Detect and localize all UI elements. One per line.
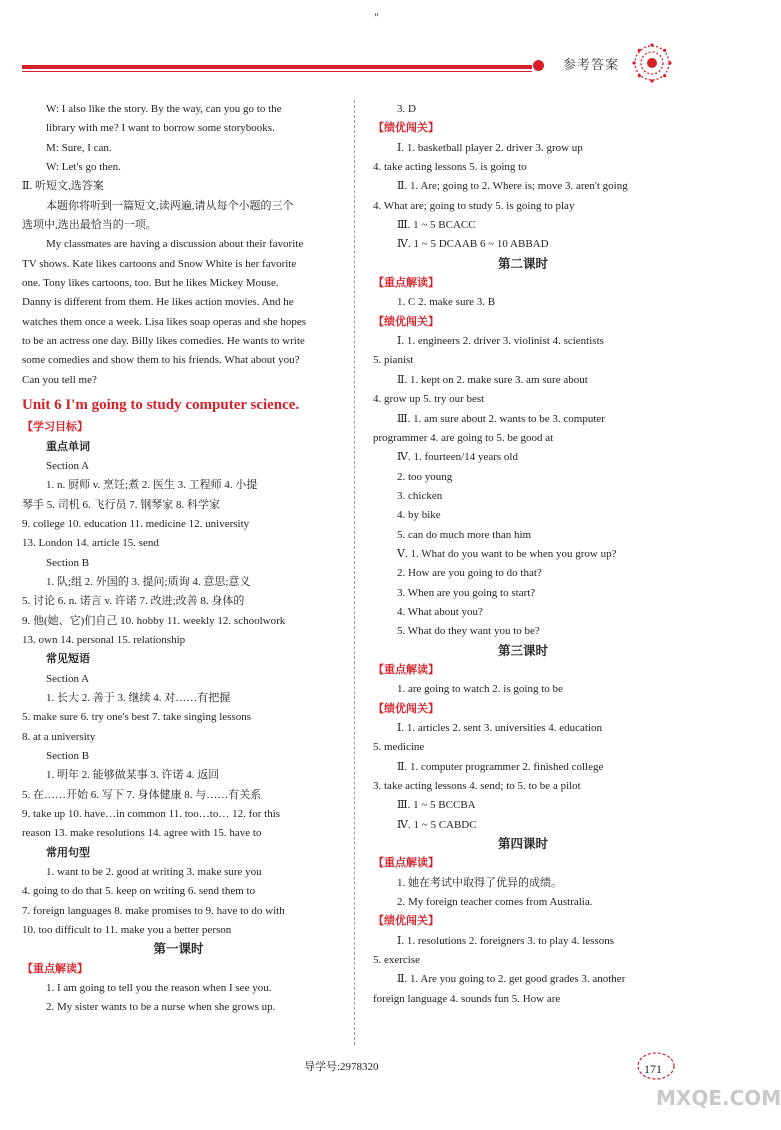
text-line: 1. 她在考试中取得了优异的成绩。 xyxy=(397,876,562,889)
text-line: Ⅲ. 1 ~ 5 BCACC xyxy=(397,219,476,232)
header-rule-thin xyxy=(22,71,532,72)
text-line: Ⅴ. 1. What do you want to be when you grow up? xyxy=(397,547,617,560)
text-line: 5. make sure 6. try one's best 7. take singing lessons xyxy=(22,711,251,724)
subheading: 常见短语 xyxy=(46,653,90,666)
section-tag: 【重点解读】 xyxy=(373,663,439,676)
unit-title: Unit 6 I'm going to study computer science. xyxy=(22,397,300,414)
text-line: 1. 明年 2. 能够做某事 3. 许诺 4. 返回 xyxy=(46,769,220,782)
text-line: 3. take acting lessons 4. send; to 5. to be a pilot xyxy=(373,780,581,793)
text-line: Section B xyxy=(46,750,90,762)
text-line: 1. 队;组 2. 外国的 3. 提问;质询 4. 意思;意义 xyxy=(46,575,251,588)
text-line: M: Sure, I can. xyxy=(46,141,112,154)
text-line: Ⅰ. 1. resolutions 2. foreigners 3. to play 4. lessons xyxy=(397,934,614,947)
header-rule-thick xyxy=(22,65,532,69)
text-line: 7. foreign languages 8. make promises to 9. have to do with xyxy=(22,904,285,917)
text-line: 1. n. 厨师 v. 烹饪;煮 2. 医生 3. 工程师 4. 小提 xyxy=(46,479,258,492)
text-line: 3. chicken xyxy=(397,489,443,502)
text-line: Ⅱ. 1. Are you going to 2. get good grades 3. another xyxy=(397,973,626,986)
guide-number: 导学号:2978320 xyxy=(304,1061,379,1073)
text-line: Ⅰ. 1. basketball player 2. driver 3. grow up xyxy=(397,141,583,154)
text-line: 选项中,选出最恰当的一项。 xyxy=(22,219,157,232)
text-line: 5. exercise xyxy=(373,954,421,967)
text-line: foreign language 4. sounds fun 5. How are xyxy=(373,992,561,1005)
text-line: reason 13. make resolutions 14. agree with 15. have to xyxy=(22,827,262,840)
lesson-heading: 第二课时 xyxy=(497,256,548,271)
text-line: one. Tony likes cartoons, too. But he likes Mickey Mouse. xyxy=(22,277,279,290)
text-line: 4. What are; going to study 5. is going to play xyxy=(373,199,575,212)
text-line: 2. My sister wants to be a nurse when she grows up. xyxy=(46,1001,276,1014)
lesson-heading: 第四课时 xyxy=(497,837,548,852)
left-column xyxy=(22,100,335,1018)
text-line: Ⅳ. 1 ~ 5 CABDC xyxy=(397,818,477,831)
text-line: Danny is different from them. He likes action movies. And he xyxy=(22,296,294,309)
text-line: 9. 他(她、它)们自己 10. hobby 11. weekly 12. schoolwork xyxy=(22,614,286,627)
text-line: Ⅲ. 1. am sure about 2. wants to be 3. computer xyxy=(397,412,605,425)
text-line: Ⅳ. 1. fourteen/14 years old xyxy=(397,451,518,464)
text-line: 4. What about you? xyxy=(397,605,483,618)
text-line: Ⅱ. 听短文,选答案 xyxy=(22,180,104,193)
text-line: library with me? I want to borrow some storybooks. xyxy=(46,122,275,135)
text-line: 5. pianist xyxy=(373,354,414,367)
text-line: Section B xyxy=(46,556,90,569)
section-tag: 【重点解读】 xyxy=(373,857,439,870)
text-line: Ⅰ. 1. articles 2. sent 3. universities 4. education xyxy=(397,722,603,734)
lesson-heading: 第三课时 xyxy=(497,643,548,658)
text-line: TV shows. Kate likes cartoons and Snow White is her favorite xyxy=(22,257,297,270)
text-line: Ⅲ. 1 ~ 5 BCCBA xyxy=(397,799,476,812)
text-line: 1. are going to watch 2. is going to be xyxy=(397,683,563,696)
section-tag: 【绩优闯关】 xyxy=(373,915,439,928)
text-line: 9. take up 10. have…in common 11. too…to… 12. for this xyxy=(22,808,281,821)
section-tag: 【学习目标】 xyxy=(22,421,88,434)
header-title: 参考答案 xyxy=(563,57,620,72)
text-line: 2. My foreign teacher comes from Australia. xyxy=(397,896,593,909)
text-line: W: I also like the story. By the way, can you go to the xyxy=(46,103,282,115)
page-number: 171 xyxy=(644,1062,662,1076)
lesson-heading: 第一课时 xyxy=(153,942,204,957)
text-line: to be an actress one day. Billy likes comedies. He wants to write xyxy=(22,335,305,348)
text-line: 1. I am going to tell you the reason when I see you. xyxy=(46,982,272,995)
top-mark: " xyxy=(374,10,379,24)
text-line: 1. C 2. make sure 3. B xyxy=(397,296,496,309)
text-line: 5. medicine xyxy=(373,741,425,754)
text-line: 5. 讨论 6. n. 诺言 v. 许诺 7. 改进;改善 8. 身体的 xyxy=(22,595,245,608)
text-line: 3. D xyxy=(397,103,416,115)
text-line: 2. too young xyxy=(397,470,453,483)
text-line: 5. What do they want you to be? xyxy=(397,625,540,638)
column-divider xyxy=(354,100,355,1045)
section-tag: 【重点解读】 xyxy=(373,277,439,290)
text-line: Ⅱ. 1. computer programmer 2. finished college xyxy=(397,760,604,773)
text-line: Ⅱ. 1. Are; going to 2. Where is; move 3. aren't going xyxy=(397,180,628,193)
text-line: My classmates are having a discussion about their favorite xyxy=(46,238,304,251)
text-line: 4. grow up 5. try our best xyxy=(373,393,485,406)
flower-ornament-icon xyxy=(631,42,673,84)
text-line: 3. When are you going to start? xyxy=(397,586,536,599)
text-line: some comedies and show them to his friends. What about you? xyxy=(22,354,300,367)
text-line: 10. too difficult to 11. make you a better person xyxy=(22,924,232,937)
text-line: 4. take acting lessons 5. is going to xyxy=(373,161,527,174)
text-line: Ⅰ. 1. engineers 2. driver 3. violinist 4. scientists xyxy=(397,335,604,348)
subheading: 重点单词 xyxy=(46,440,90,453)
subheading: 常用句型 xyxy=(46,846,90,859)
text-line: Ⅳ. 1 ~ 5 DCAAB 6 ~ 10 ABBAD xyxy=(397,238,549,251)
section-tag: 【重点解读】 xyxy=(22,962,88,975)
watermark: MXQE.COM xyxy=(656,1086,781,1110)
text-line: 4. by bike xyxy=(397,509,441,522)
text-line: 5. 在……开始 6. 写下 7. 身体健康 8. 与……有关系 xyxy=(22,788,262,801)
text-line: Section A xyxy=(46,672,90,685)
text-line: watches them once a week. Lisa likes soap operas and she hopes xyxy=(22,315,307,328)
text-line: Section A xyxy=(46,459,90,472)
text-line: 本题你将听到一篇短文,读两遍,请从每个小题的三个 xyxy=(46,199,294,212)
text-line: 13. own 14. personal 15. relationship xyxy=(22,633,186,646)
text-line: 1. 长大 2. 善于 3. 继续 4. 对……有把握 xyxy=(46,691,231,704)
text-line: 8. at a university xyxy=(22,730,96,743)
text-line: 13. London 14. article 15. send xyxy=(22,537,159,550)
section-tag: 【绩优闯关】 xyxy=(373,315,439,328)
text-line: Ⅱ. 1. kept on 2. make sure 3. am sure about xyxy=(397,373,588,386)
text-line: W: Let's go then. xyxy=(46,161,121,174)
text-line: 琴手 5. 司机 6. 飞行员 7. 钢琴家 8. 科学家 xyxy=(22,498,220,511)
text-line: Can you tell me? xyxy=(22,373,97,386)
right-column xyxy=(373,100,673,1009)
section-tag: 【绩优闯关】 xyxy=(373,702,439,715)
text-line: 9. college 10. education 11. medicine 12. university xyxy=(22,517,250,530)
section-tag: 【绩优闯关】 xyxy=(373,122,439,135)
text-line: 2. How are you going to do that? xyxy=(397,567,542,580)
text-line: 5. can do much more than him xyxy=(397,528,532,541)
text-line: programmer 4. are going to 5. be good at xyxy=(373,431,554,444)
header-dot-icon xyxy=(533,60,544,71)
text-line: 1. want to be 2. good at writing 3. make sure you xyxy=(46,866,262,879)
text-line: 4. going to do that 5. keep on writing 6. send them to xyxy=(22,885,256,898)
